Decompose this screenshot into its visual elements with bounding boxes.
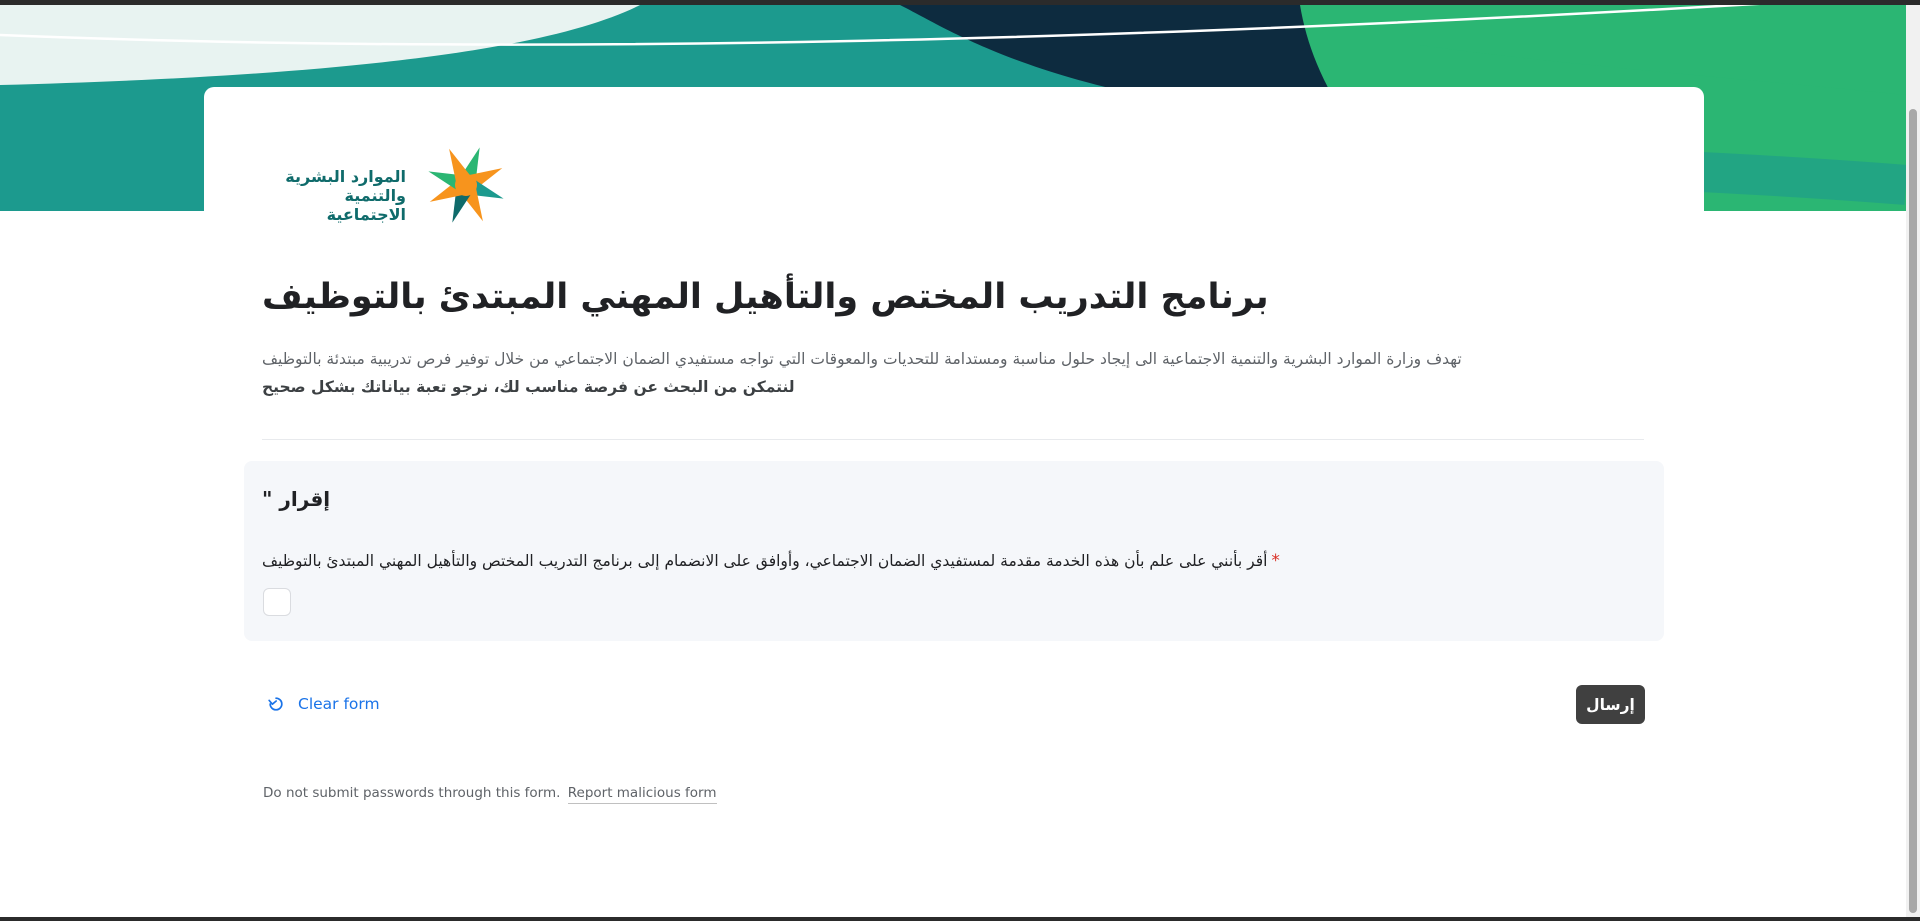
page-viewport xyxy=(0,5,1906,917)
logo-text-line2: والتنمية الاجتماعية xyxy=(326,186,406,224)
form-title: برنامج التدريب المختص والتأهيل المهني المبتدئ بالتوظيف xyxy=(262,277,1269,317)
form-description-line2: لنتمكن من البحث عن فرصة مناسب لك، نرجو تعبة بياناتك بشكل صحيح xyxy=(262,378,795,396)
submit-button[interactable]: إرسال xyxy=(1576,685,1645,724)
form-description-line1: تهدف وزارة الموارد البشرية والتنمية الاجتماعية الى إيجاد حلول مناسبة ومستدامة للتحديات والمعوقات التي تواجه مستفيدي الضمان الاجتماعي من خلال توفير فرص تدريبية مبتدئة بالتوظيف xyxy=(262,350,1462,368)
question-label xyxy=(262,551,1280,571)
clear-form-button[interactable] xyxy=(266,691,380,717)
required-marker: * xyxy=(1271,551,1280,571)
logo-text-line1: الموارد البشرية xyxy=(285,167,406,186)
browser-bottom-edge xyxy=(0,917,1920,921)
consent-checkbox[interactable] xyxy=(263,588,291,616)
page-scrollbar[interactable] xyxy=(1906,5,1920,917)
clear-form-label: Clear form xyxy=(298,695,380,713)
scrollbar-thumb[interactable] xyxy=(1909,109,1917,913)
header-divider xyxy=(262,439,1644,440)
report-malicious-form-link[interactable]: Report malicious form xyxy=(568,785,717,804)
reset-icon xyxy=(266,694,286,714)
logo-wordmark xyxy=(262,167,406,224)
form-footer xyxy=(263,785,717,801)
form-title-wrap xyxy=(262,277,1269,317)
section-title: إقرار " xyxy=(262,487,331,511)
question-text: أقر بأنني على علم بأن هذه الخدمة مقدمة لمستفيدي الضمان الاجتماعي، وأوافق على الانضمام إلى برنامج التدريب المختص والتأهيل المهني المبتدئ بالتوظيف xyxy=(262,552,1268,570)
password-notice: Do not submit passwords through this form. xyxy=(263,785,561,801)
